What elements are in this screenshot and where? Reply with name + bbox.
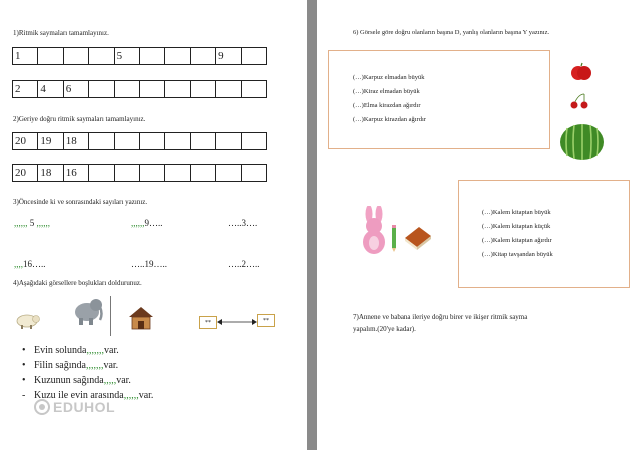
q3-title: 3)Öncesinde ki ve sonrasındaki sayıları yazınız. <box>13 198 148 206</box>
q1-row2-cell[interactable] <box>140 81 165 98</box>
q2-row2-cell[interactable] <box>165 165 190 182</box>
list-item: • Kuzunun sağında,,,,,var. <box>22 373 153 388</box>
list-item: • Evin solunda,,,,,,,var. <box>22 343 153 358</box>
divider <box>110 296 111 336</box>
q2-row2-cell[interactable] <box>242 165 267 182</box>
book-icon <box>403 224 433 250</box>
cherry-icon <box>568 92 590 110</box>
eduhol-logo <box>34 398 115 416</box>
statement-item: (…)Karpuz kirazdan ağırdır <box>353 116 426 123</box>
q1-grid-row2 <box>12 80 267 98</box>
q1-row2-cell[interactable] <box>242 81 267 98</box>
list-item: - Kuzu ile evin arasında,,,,,,var. <box>22 388 153 403</box>
statement-item: (…)Kalem kitaptan küçük <box>482 223 551 230</box>
q2-row2-cell[interactable] <box>216 165 241 182</box>
q1-title: 1)Ritmik saymaları tamamlayınız. <box>13 29 109 37</box>
statement-box-1 <box>328 50 550 149</box>
q7-line-1: 7)Annene ve babana ileriye doğru birer ve ikişer ritmik sayma <box>353 313 528 321</box>
q1-row2-cell[interactable] <box>191 81 216 98</box>
q1-row2-cell[interactable] <box>216 81 241 98</box>
q2-row2-cell[interactable]: 20 <box>13 165 38 182</box>
statement-item: (…)Karpuz elmadan büyük <box>353 74 425 81</box>
logo-mark-icon <box>34 399 50 415</box>
q1-row2-cell[interactable] <box>165 81 190 98</box>
q2-row1-cell[interactable] <box>165 133 190 150</box>
statement-item: (…)Kalem kitaptan ağırdır <box>482 237 552 244</box>
q2-row2-cell[interactable] <box>140 165 165 182</box>
logo-text: EDUHOL <box>53 399 116 415</box>
worksheet-page-left <box>0 0 307 450</box>
q1-row2-cell[interactable] <box>89 81 114 98</box>
q1-row2-cell[interactable] <box>115 81 140 98</box>
q2-grid-row1 <box>12 132 267 150</box>
q2-row1-cell[interactable] <box>191 133 216 150</box>
q1-row1-cell[interactable]: 5 <box>115 48 140 65</box>
q3-item-3: …..3…. <box>228 218 258 228</box>
apple-icon <box>570 62 592 82</box>
watermelon-icon <box>559 123 605 161</box>
q2-row2-cell[interactable]: 18 <box>38 165 63 182</box>
statement-item: (…)Elma kirazdan ağırdır <box>353 102 421 109</box>
q2-row1-cell[interactable] <box>140 133 165 150</box>
pencil-icon <box>391 224 397 252</box>
q2-row1-cell[interactable]: 18 <box>64 133 89 150</box>
list-item: • Filin sağında,,,,,,,var. <box>22 358 153 373</box>
q1-row1-cell[interactable] <box>165 48 190 65</box>
house-icon <box>128 306 154 330</box>
q6-title: 6) Görsele göre doğru olanların başına D, yanlış olanların başına Y yazınız. <box>353 29 550 36</box>
q1-row1-cell[interactable] <box>140 48 165 65</box>
q1-row2-cell[interactable]: 6 <box>64 81 89 98</box>
q2-title: 2)Geriye doğru ritmik saymaları tamamlayınız. <box>13 115 146 123</box>
q1-row2-cell[interactable]: 4 <box>38 81 63 98</box>
q2-row1-cell[interactable] <box>89 133 114 150</box>
q1-row1-cell[interactable] <box>242 48 267 65</box>
rabbit-icon <box>358 206 390 254</box>
double-arrow-icon <box>217 317 257 327</box>
q3-item-2: ,,,,,,9….. <box>131 218 163 228</box>
q4-title: 4)Aşağıdaki görsellere boşlukları doldurunuz. <box>13 279 142 287</box>
q1-row2-cell[interactable]: 2 <box>13 81 38 98</box>
q1-row1-cell[interactable] <box>64 48 89 65</box>
q1-row1-cell[interactable]: 1 <box>13 48 38 65</box>
q2-row1-cell[interactable] <box>115 133 140 150</box>
statement-box-2 <box>458 180 630 288</box>
q3-item-1: ,,,,,, 5 ,,,,,, <box>14 218 50 228</box>
q3-item-4: ,,,,16….. <box>14 259 46 269</box>
q1-grid-row1 <box>12 47 267 65</box>
page-gutter <box>307 0 317 450</box>
q1-row1-cell[interactable] <box>191 48 216 65</box>
arrow-box-right: ** <box>257 314 275 327</box>
q3-item-5: …..19….. <box>131 259 167 269</box>
q3-item-6: …..2….. <box>228 259 260 269</box>
q4-list <box>22 343 153 403</box>
worksheet-page-right <box>317 0 632 450</box>
statement-item: (…)Kitap tavşandan büyük <box>482 251 553 258</box>
q2-grid-row2 <box>12 164 267 182</box>
q2-row1-cell[interactable]: 20 <box>13 133 38 150</box>
statement-item: (…)Kiraz elmadan büyük <box>353 88 420 95</box>
q2-row2-cell[interactable] <box>89 165 114 182</box>
q2-row1-cell[interactable] <box>242 133 267 150</box>
q2-row2-cell[interactable] <box>191 165 216 182</box>
elephant-icon <box>70 296 104 326</box>
q2-row1-cell[interactable]: 19 <box>38 133 63 150</box>
lamb-icon <box>14 312 40 330</box>
statement-item: (…)Kalem kitaptan büyük <box>482 209 551 216</box>
q1-row1-cell[interactable] <box>89 48 114 65</box>
q2-row1-cell[interactable] <box>216 133 241 150</box>
q2-row2-cell[interactable]: 16 <box>64 165 89 182</box>
q1-row1-cell[interactable]: 9 <box>216 48 241 65</box>
arrow-box-left: ** <box>199 316 217 329</box>
q1-row1-cell[interactable] <box>38 48 63 65</box>
q7-line-2: yapalım.(20'ye kadar). <box>353 325 416 333</box>
q2-row2-cell[interactable] <box>115 165 140 182</box>
